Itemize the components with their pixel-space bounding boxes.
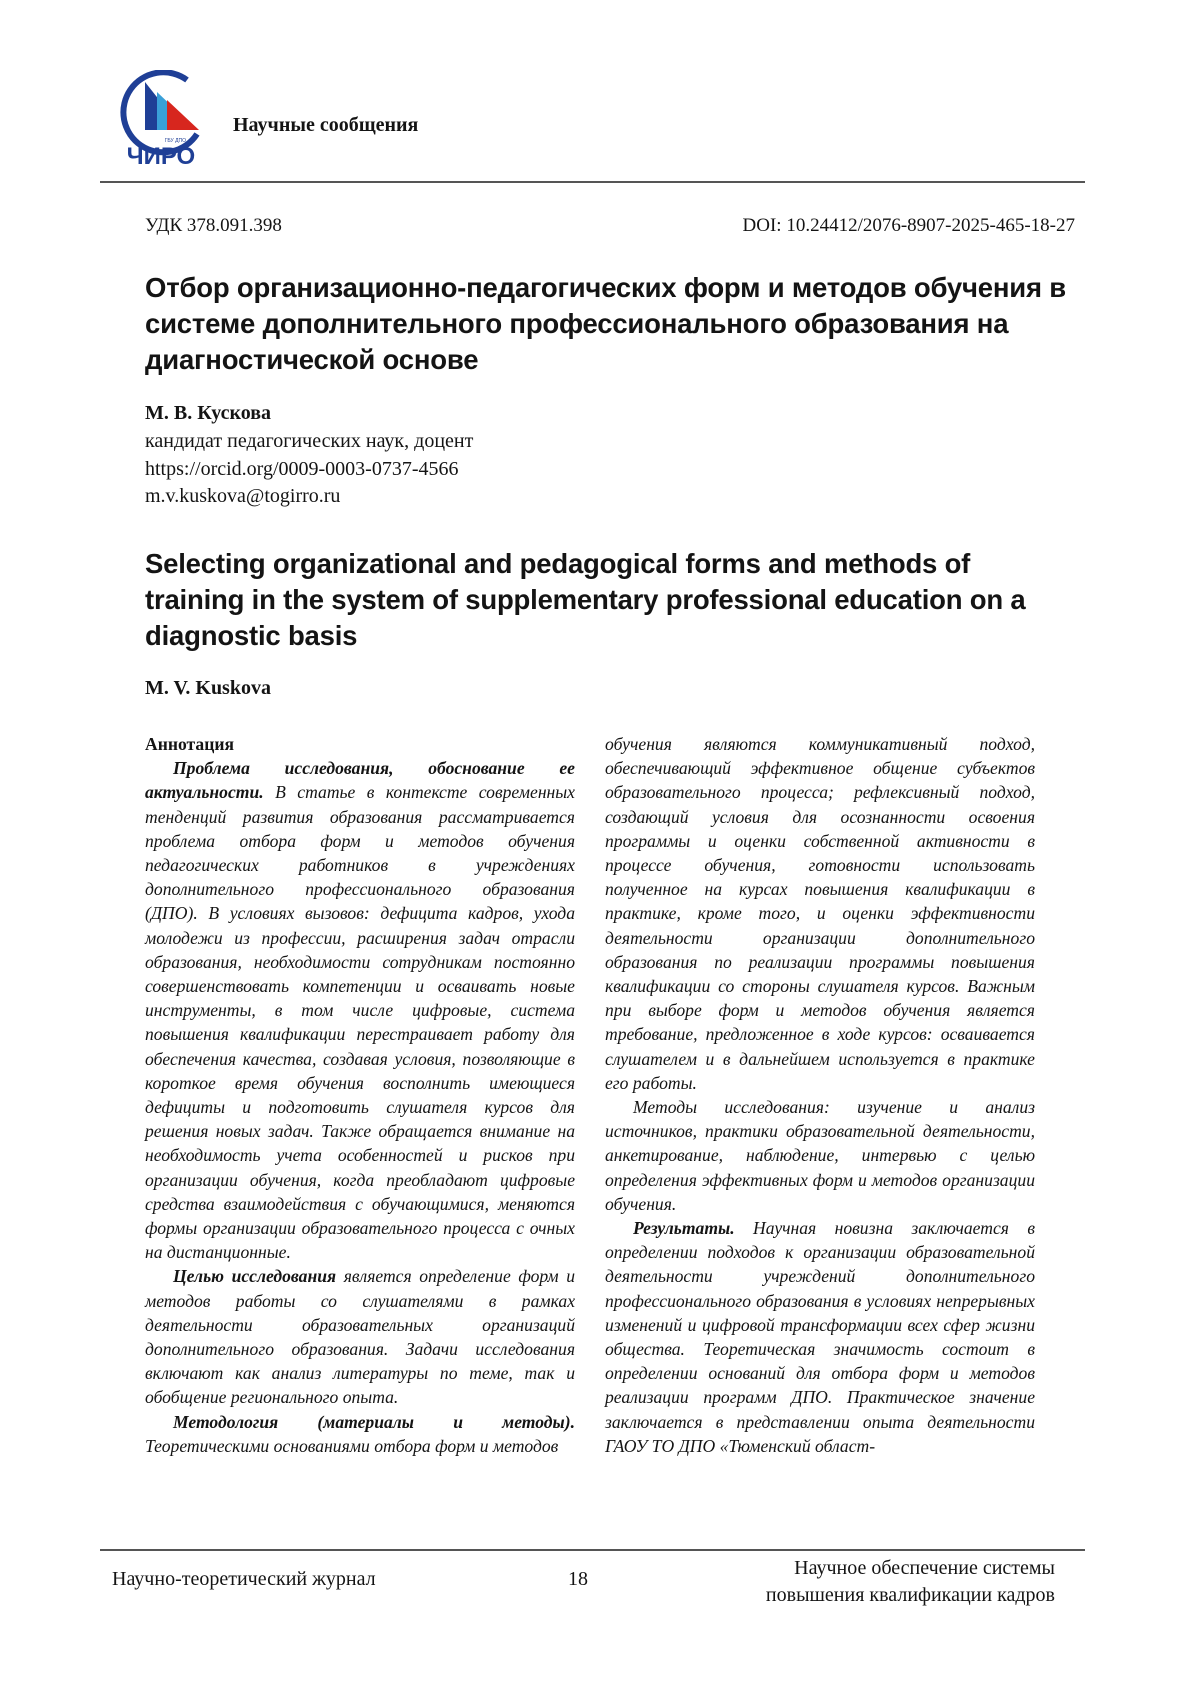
abstract-paragraph: [145, 756, 575, 1264]
abstract-lead: Целью исследования: [173, 1266, 336, 1286]
journal-name-line: Научное обеспечение системы: [766, 1555, 1055, 1582]
doi: DOI: 10.24412/2076-8907-2025-465-18-27: [743, 215, 1075, 237]
abstract-lead: Проблема исследования, обоснование ее актуальности.: [145, 758, 575, 802]
logo-text: ЧИРО: [127, 143, 195, 170]
abstract-column-right: [605, 732, 1035, 1458]
author-degree: кандидат педагогических наук, доцент: [145, 428, 473, 456]
abstract-lead: Методология (материалы и методы).: [173, 1412, 575, 1432]
section-title: Научные сообщения: [233, 114, 418, 137]
article-title-en: Selecting organizational and pedagogical forms and methods of training in the system of supplementary professional education on a diagnostic basis: [145, 546, 1075, 654]
abstract-paragraph-continued: [605, 732, 1035, 1095]
abstract-paragraph: [605, 1216, 1035, 1458]
footer-divider: [100, 1549, 1085, 1551]
logo-small-text: ГБУ ДПО: [165, 138, 186, 144]
author-name-ru: М. В. Кускова: [145, 402, 271, 425]
abstract-heading: Аннотация: [145, 732, 575, 756]
journal-type: Научно-теоретический журнал: [112, 1568, 376, 1591]
abstract-text: В статье в контексте современных тенденций развития образования рассматривается проблема отбора форм и методов обучения педагогических работников в учреждениях дополнительного профессионального образования (ДПО). В условиях вызовов: дефицита кадров, ухода молодежи из профессии, расширения задач отрасли образования, необходимости сотрудникам постоянно совершенствовать компетенции и осваивать новые инструменты, в том числе цифровые, система повышения квалификации перестраивает работу для обеспечения качества, создавая условия, позволяющие в короткое время обучения восполнить имеющиеся дефициты и подготовить слушателя курсов для решения новых задач. Также обращается внимание на необходимость учета особенностей и рисков при организации обучения, когда преобладают цифровые средства взаимодействия с обучающимися, меняются формы организации образовательного процесса с очных на дистанционные.: [145, 782, 575, 1262]
abstract-lead: Результаты.: [633, 1218, 735, 1238]
abstract-paragraph: Методы исследования: изучение и анализ источников, практики образовательной деятельности, анкетирование, наблюдение, интервью с целью определения эффективных форм и методов организации обучения.: [605, 1095, 1035, 1216]
udk-code: УДК 378.091.398: [145, 215, 282, 237]
journal-name: [766, 1555, 1055, 1609]
page-number: 18: [568, 1568, 588, 1591]
author-orcid[interactable]: https://orcid.org/0009-0003-0737-4566: [145, 456, 473, 484]
article-title-ru: Отбор организационно-педагогических форм и методов обучения в системе дополнительного профессионального образования на диагностической основе: [145, 270, 1075, 378]
abstract-text: Научная новизна заключается в определении подходов к организации образовательной деятельности учреждений дополнительного профессионального образования в условиях непрерывных изменений и цифровой трансформации всех сфер жизни общества. Теоретическая значимость состоит в определении оснований для отбора форм и методов реализации программ ДПО. Практическое значение заключается в представлении опыта деятельности ГАОУ ТО ДПО «Тюменский област-: [605, 1218, 1035, 1456]
abstract-column-left: [145, 732, 575, 1458]
journal-name-line: повышения квалификации кадров: [766, 1582, 1055, 1609]
author-name-en: M. V. Kuskova: [145, 677, 271, 700]
abstract-paragraph: [145, 1410, 575, 1458]
article-meta: [145, 215, 1075, 245]
author-info: [145, 428, 473, 511]
abstract-text-part-1: Теоретическими основаниями отбора форм и методов: [145, 1436, 558, 1456]
page-header: [105, 64, 1085, 182]
abstract-text-part-2: обучения являются коммуникативный подход, обеспечивающий эффективное общение субъектов образовательного процесса; рефлексивный подход, создающий условия для осознанности освоения программы и оценки собственной активности в процессе обучения, готовности использовать полученное на курсах повышения квалификации в практике, кроме того, и оценки эффективности деятельности организации дополнительного образования по реализации программы повышения квалификации со стороны слушателя курсов. Важным при выборе форм и методов обучения является требование, предложенное в ходе курсов: осваивается слушателем и в дальнейшем используется в практике его работы.: [605, 734, 1035, 1093]
header-divider: [100, 181, 1085, 183]
author-email[interactable]: m.v.kuskova@togirro.ru: [145, 483, 473, 511]
abstract-text: является определение форм и методов работы со слушателями в рамках деятельности образовательных организаций дополнительного образования. Задачи исследования включают как анализ литературы по теме, так и обобщение регионального опыта.: [145, 1266, 575, 1407]
abstract-paragraph: [145, 1264, 575, 1409]
chiro-logo: [117, 70, 207, 174]
